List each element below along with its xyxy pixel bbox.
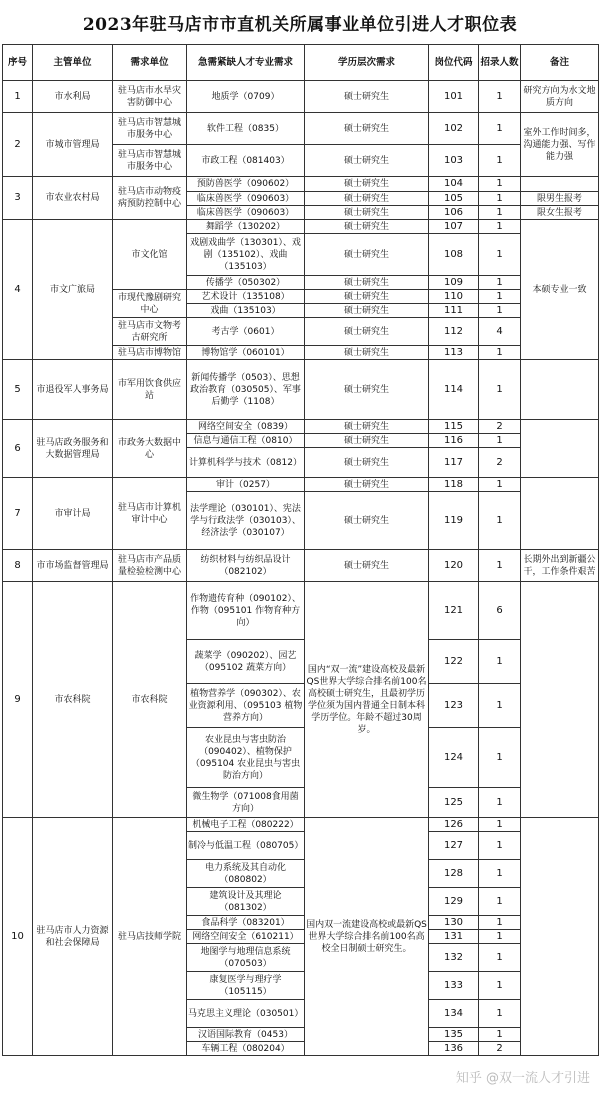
edu-cell: 国内“双一流”建设高校及最新QS世界大学综合排名前100名高校硕士研究生，且最初学历学位须为国内普通全日制本科学历学位。年龄不超过30周岁。 (305, 582, 429, 818)
page-title: 2023年驻马店市市直机关所属事业单位引进人才职位表 (82, 14, 518, 35)
count-cell: 1 (479, 434, 521, 448)
code-cell: 123 (429, 684, 479, 728)
code-cell: 134 (429, 1000, 479, 1028)
header-seq: 序号 (3, 45, 33, 81)
edu-cell: 硕士研究生 (305, 420, 429, 434)
unit-cell: 驻马店市智慧城市服务中心 (113, 145, 187, 177)
seq-cell: 10 (3, 818, 33, 1056)
seq-cell: 1 (3, 81, 33, 113)
count-cell: 1 (479, 972, 521, 1000)
count-cell: 1 (479, 206, 521, 220)
major-cell: 审计（0257） (187, 478, 305, 492)
count-cell: 1 (479, 640, 521, 684)
major-cell: 农业昆虫与害虫防治（090402）、植物保护（095104 农业昆虫与害虫防治方向） (187, 728, 305, 788)
major-cell: 市政工程（081403） (187, 145, 305, 177)
code-cell: 122 (429, 640, 479, 684)
count-cell: 1 (479, 276, 521, 290)
count-cell: 1 (479, 478, 521, 492)
count-cell: 1 (479, 220, 521, 234)
unit-cell: 市现代豫剧研究中心 (113, 290, 187, 318)
table-row (3, 360, 599, 420)
unit-cell: 驻马店市动物疫病预防控制中心 (113, 177, 187, 220)
count-cell: 1 (479, 113, 521, 145)
count-cell: 1 (479, 360, 521, 420)
major-cell: 马克思主义理论（030501） (187, 1000, 305, 1028)
note-cell (521, 177, 599, 192)
major-cell: 康复医学与理疗学（105115） (187, 972, 305, 1000)
major-cell: 地质学（0709） (187, 81, 305, 113)
unit-cell: 驻马店市文物考古研究所 (113, 318, 187, 346)
dept-cell: 市农业农村局 (33, 177, 113, 220)
table-row (3, 582, 599, 640)
note-cell: 限女生报考 (521, 206, 599, 220)
table-row (3, 177, 599, 192)
header-unit: 需求单位 (113, 45, 187, 81)
count-cell: 6 (479, 582, 521, 640)
count-cell: 1 (479, 234, 521, 276)
major-cell: 法学理论（030101）、宪法学与行政法学（030103）、经济法学（030107） (187, 492, 305, 550)
major-cell: 电力系统及其自动化（080802） (187, 860, 305, 888)
code-cell: 126 (429, 818, 479, 832)
unit-cell: 驻马店市水旱灾害防御中心 (113, 81, 187, 113)
major-cell: 艺术设计（135108） (187, 290, 305, 304)
count-cell: 2 (479, 420, 521, 434)
count-cell: 1 (479, 916, 521, 930)
major-cell: 舞蹈学（130202） (187, 220, 305, 234)
edu-cell: 硕士研究生 (305, 177, 429, 192)
table-row (3, 220, 599, 234)
edu-cell: 硕士研究生 (305, 276, 429, 290)
seq-cell: 5 (3, 360, 33, 420)
count-cell: 1 (479, 1000, 521, 1028)
code-cell: 132 (429, 944, 479, 972)
seq-cell: 7 (3, 478, 33, 550)
count-cell: 1 (479, 492, 521, 550)
code-cell: 135 (429, 1028, 479, 1042)
count-cell: 1 (479, 832, 521, 860)
count-cell: 1 (479, 177, 521, 192)
note-cell (521, 818, 599, 1056)
code-cell: 112 (429, 318, 479, 346)
edu-cell: 硕士研究生 (305, 192, 429, 206)
header-note: 备注 (521, 45, 599, 81)
major-cell: 机械电子工程（080222） (187, 818, 305, 832)
count-cell: 1 (479, 81, 521, 113)
seq-cell: 3 (3, 177, 33, 220)
count-cell: 1 (479, 860, 521, 888)
note-cell: 研究方向为水文地质方向 (521, 81, 599, 113)
table-row (3, 113, 599, 145)
edu-cell: 硕士研究生 (305, 206, 429, 220)
major-cell: 蔬菜学（090202）、园艺（095102 蔬菜方向） (187, 640, 305, 684)
note-cell (521, 420, 599, 478)
seq-cell: 2 (3, 113, 33, 177)
edu-cell: 硕士研究生 (305, 304, 429, 318)
code-cell: 109 (429, 276, 479, 290)
seq-cell: 8 (3, 550, 33, 582)
unit-cell: 市文化馆 (113, 220, 187, 290)
code-cell: 107 (429, 220, 479, 234)
count-cell: 1 (479, 888, 521, 916)
code-cell: 115 (429, 420, 479, 434)
major-cell: 博物馆学（060101） (187, 346, 305, 360)
dept-cell: 市水利局 (33, 81, 113, 113)
code-cell: 110 (429, 290, 479, 304)
position-table (2, 44, 599, 1056)
dept-cell: 市文广旅局 (33, 220, 113, 360)
dept-cell: 市农科院 (33, 582, 113, 818)
unit-cell: 驻马店市博物馆 (113, 346, 187, 360)
edu-cell: 硕士研究生 (305, 360, 429, 420)
edu-cell: 硕士研究生 (305, 234, 429, 276)
edu-cell: 硕士研究生 (305, 550, 429, 582)
major-cell: 戏曲（135103） (187, 304, 305, 318)
major-cell: 预防兽医学（090602） (187, 177, 305, 192)
count-cell: 1 (479, 930, 521, 944)
count-cell: 1 (479, 944, 521, 972)
code-cell: 104 (429, 177, 479, 192)
major-cell: 戏剧戏曲学（130301）、戏剧（135102）、戏曲（135103） (187, 234, 305, 276)
edu-cell: 硕士研究生 (305, 492, 429, 550)
count-cell: 1 (479, 346, 521, 360)
count-cell: 1 (479, 1028, 521, 1042)
major-cell: 软件工程（0835） (187, 113, 305, 145)
major-cell: 植物营养学（090302）、农业资源利用、（095103 植物营养方向） (187, 684, 305, 728)
count-cell: 1 (479, 684, 521, 728)
code-cell: 131 (429, 930, 479, 944)
code-cell: 128 (429, 860, 479, 888)
seq-cell: 4 (3, 220, 33, 360)
note-cell: 室外工作时间多，沟通能力强、写作能力强 (521, 113, 599, 177)
unit-cell: 驻马店市计算机审计中心 (113, 478, 187, 550)
dept-cell: 驻马店市人力资源和社会保障局 (33, 818, 113, 1056)
code-cell: 129 (429, 888, 479, 916)
code-cell: 124 (429, 728, 479, 788)
table-row (3, 818, 599, 832)
count-cell: 2 (479, 1042, 521, 1056)
dept-cell: 市市场监督管理局 (33, 550, 113, 582)
edu-cell: 硕士研究生 (305, 434, 429, 448)
count-cell: 1 (479, 728, 521, 788)
note-cell (521, 360, 599, 420)
major-cell: 网络空间安全（0839） (187, 420, 305, 434)
unit-cell: 市农科院 (113, 582, 187, 818)
unit-cell: 市政务大数据中心 (113, 420, 187, 478)
note-cell: 长期外出到新疆公干，工作条件艰苦 (521, 550, 599, 582)
edu-cell: 硕士研究生 (305, 81, 429, 113)
major-cell: 临床兽医学（090603） (187, 206, 305, 220)
code-cell: 102 (429, 113, 479, 145)
count-cell: 1 (479, 788, 521, 818)
note-cell (521, 478, 599, 550)
note-cell: 限男生报考 (521, 192, 599, 206)
dept-cell: 驻马店政务服务和大数据管理局 (33, 420, 113, 478)
code-cell: 125 (429, 788, 479, 818)
major-cell: 汉语国际教育（0453） (187, 1028, 305, 1042)
code-cell: 119 (429, 492, 479, 550)
table-row (3, 81, 599, 113)
major-cell: 考古学（0601） (187, 318, 305, 346)
header-count: 招录人数 (479, 45, 521, 81)
code-cell: 105 (429, 192, 479, 206)
major-cell: 信息与通信工程（0810） (187, 434, 305, 448)
count-cell: 1 (479, 304, 521, 318)
edu-cell: 硕士研究生 (305, 448, 429, 478)
count-cell: 1 (479, 550, 521, 582)
header-dept: 主管单位 (33, 45, 113, 81)
edu-cell: 硕士研究生 (305, 346, 429, 360)
table-header-row (3, 45, 599, 81)
code-cell: 106 (429, 206, 479, 220)
note-cell (521, 582, 599, 818)
dept-cell: 市审计局 (33, 478, 113, 550)
major-cell: 网络空间安全（610211） (187, 930, 305, 944)
seq-cell: 6 (3, 420, 33, 478)
code-cell: 130 (429, 916, 479, 930)
count-cell: 1 (479, 290, 521, 304)
count-cell: 2 (479, 448, 521, 478)
code-cell: 101 (429, 81, 479, 113)
count-cell: 1 (479, 145, 521, 177)
unit-cell: 市军用饮食供应站 (113, 360, 187, 420)
note-cell: 本硕专业一致 (521, 220, 599, 360)
code-cell: 120 (429, 550, 479, 582)
header-edu: 学历层次需求 (305, 45, 429, 81)
seq-cell: 9 (3, 582, 33, 818)
major-cell: 地图学与地理信息系统（070503） (187, 944, 305, 972)
table-row (3, 478, 599, 492)
dept-cell: 市退役军人事务局 (33, 360, 113, 420)
unit-cell: 驻马店市产品质量检验检测中心 (113, 550, 187, 582)
major-cell: 制冷与低温工程（080705） (187, 832, 305, 860)
code-cell: 121 (429, 582, 479, 640)
code-cell: 133 (429, 972, 479, 1000)
code-cell: 108 (429, 234, 479, 276)
table-row (3, 550, 599, 582)
major-cell: 新闻传播学（0503）、思想政治教育（030505）、军事后勤学（1108） (187, 360, 305, 420)
edu-cell: 国内双一流建设高校或最新QS世界大学综合排名前100名高校全日制硕士研究生。 (305, 818, 429, 1056)
edu-cell: 硕士研究生 (305, 220, 429, 234)
unit-cell: 驻马店市智慧城市服务中心 (113, 113, 187, 145)
major-cell: 计算机科学与技术（0812） (187, 448, 305, 478)
code-cell: 114 (429, 360, 479, 420)
code-cell: 136 (429, 1042, 479, 1056)
edu-cell: 硕士研究生 (305, 290, 429, 304)
code-cell: 127 (429, 832, 479, 860)
count-cell: 4 (479, 318, 521, 346)
major-cell: 传播学（050302） (187, 276, 305, 290)
major-cell: 作物遗传育种（090102）、作物（095101 作物育种方向） (187, 582, 305, 640)
code-cell: 103 (429, 145, 479, 177)
header-major: 急需紧缺人才专业需求 (187, 45, 305, 81)
major-cell: 纺织材料与纺织品设计（082102） (187, 550, 305, 582)
watermark-text: 知乎 @双一流人才引进 (455, 1071, 590, 1086)
edu-cell: 硕士研究生 (305, 113, 429, 145)
header-code: 岗位代码 (429, 45, 479, 81)
unit-cell: 驻马店技师学院 (113, 818, 187, 1056)
code-cell: 113 (429, 346, 479, 360)
edu-cell: 硕士研究生 (305, 318, 429, 346)
code-cell: 111 (429, 304, 479, 318)
code-cell: 118 (429, 478, 479, 492)
count-cell: 1 (479, 818, 521, 832)
table-row (3, 420, 599, 434)
major-cell: 临床兽医学（090603） (187, 192, 305, 206)
major-cell: 车辆工程（080204） (187, 1042, 305, 1056)
code-cell: 116 (429, 434, 479, 448)
code-cell: 117 (429, 448, 479, 478)
major-cell: 微生物学（071008食用菌方向） (187, 788, 305, 818)
count-cell: 1 (479, 192, 521, 206)
major-cell: 建筑设计及其理论（081302） (187, 888, 305, 916)
edu-cell: 硕士研究生 (305, 145, 429, 177)
edu-cell: 硕士研究生 (305, 478, 429, 492)
major-cell: 食品科学（083201） (187, 916, 305, 930)
dept-cell: 市城市管理局 (33, 113, 113, 177)
